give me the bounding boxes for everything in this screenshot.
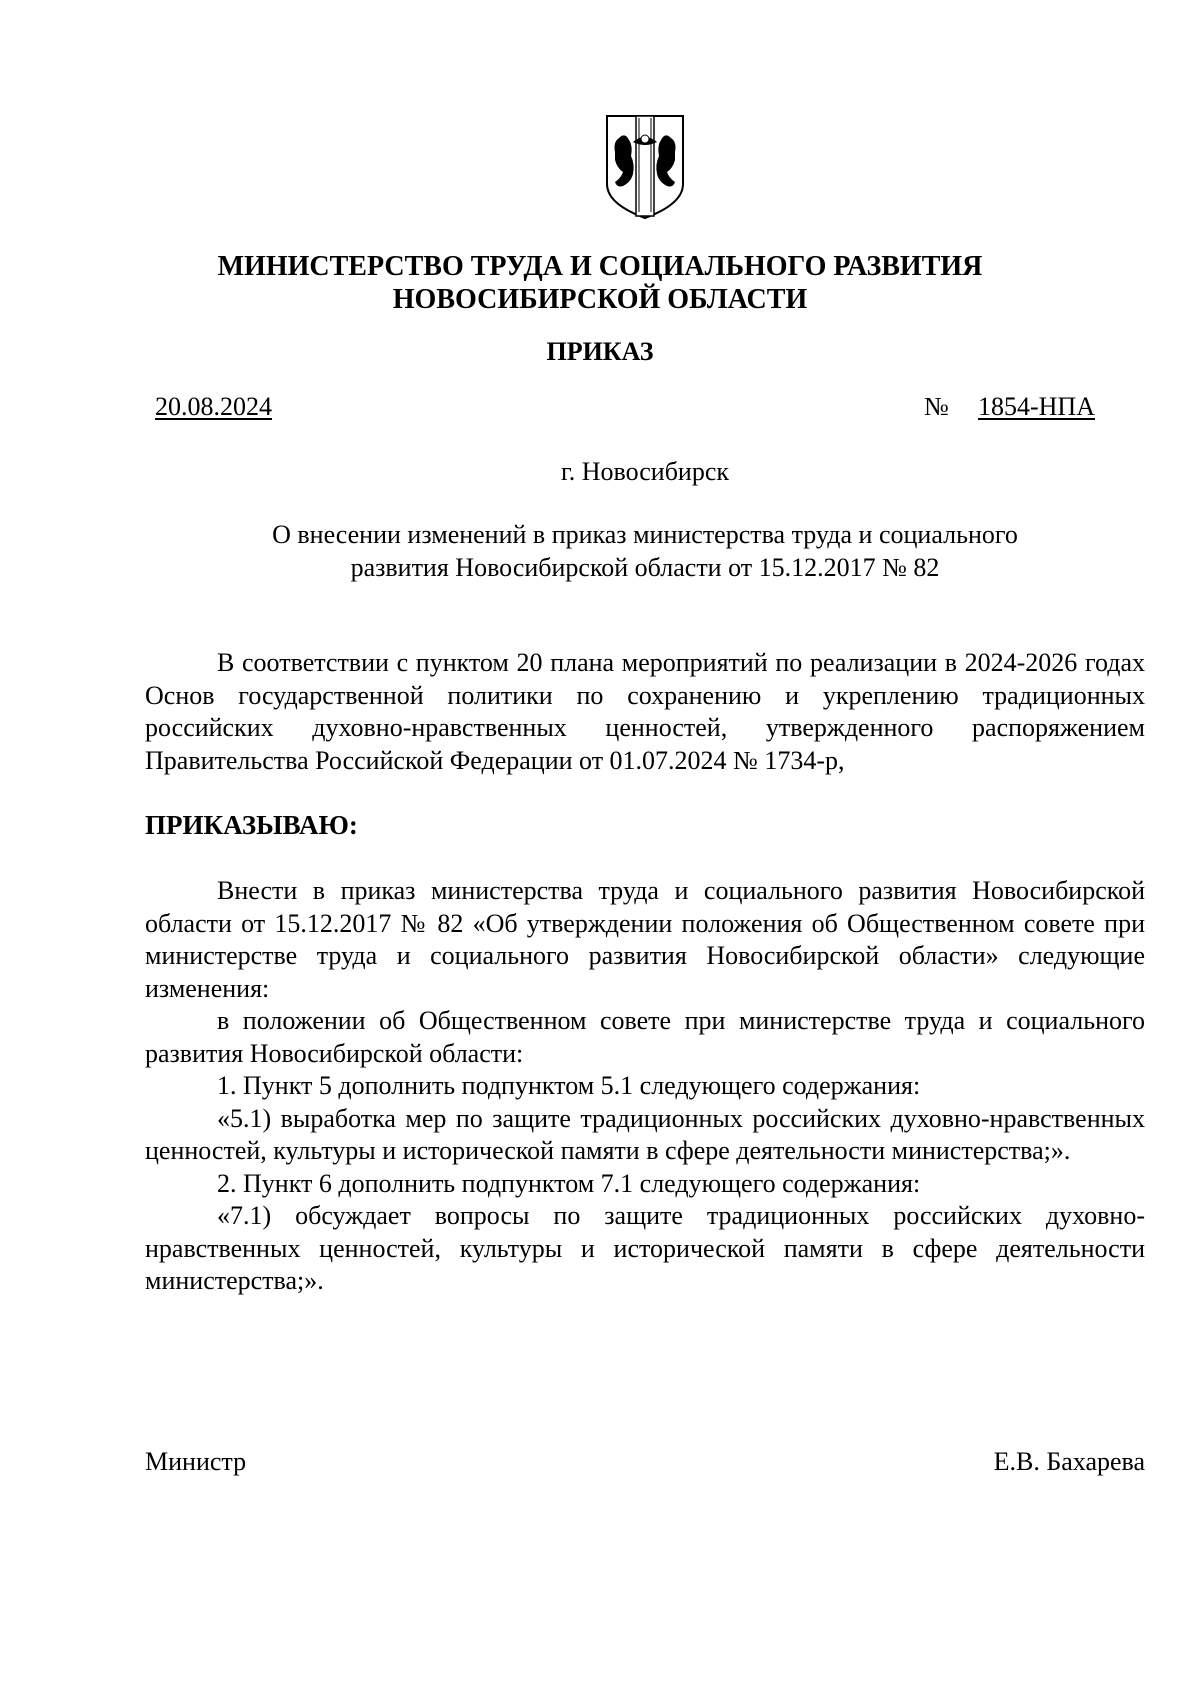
- order-directive: ПРИКАЗЫВАЮ:: [145, 810, 358, 840]
- body-paragraph: Внести в приказ министерства труда и социального развития Новосибирской области от 15.12.2017 № 82 «Об утверждении положения об Общественном совете при министерстве труда и социального развития Новосибирской области» следующие изменения:: [145, 876, 1145, 1003]
- legal-basis-paragraph: В соответствии с пунктом 20 плана мероприятий по реализации в 2024-2026 годах Основ государственной политики по сохранению и укреплению традиционных российских духовно-нравственных ценностей, утвержденного распоряжением Правительства Российской Федерации от 01.07.2024 № 1734-р,: [145, 648, 1145, 775]
- order-body: [145, 875, 1145, 1298]
- body-paragraph: 2. Пункт 6 дополнить подпунктом 7.1 следующего содержания:: [217, 1168, 921, 1198]
- document-type: ПРИКАЗ: [546, 337, 654, 366]
- document-date: 20.08.2024: [155, 392, 272, 421]
- body-paragraph: «5.1) выработка мер по защите традиционных российских духовно-нравственных ценностей, культуры и исторической памяти в сфере деятельности министерства;».: [145, 1103, 1145, 1165]
- subject-line-2: развития Новосибирской области от 15.12.2017 № 82: [350, 553, 940, 582]
- coat-of-arms-icon: [603, 112, 687, 222]
- signatory-name: Е.В. Бахарева: [993, 1447, 1145, 1476]
- document-number: 1854-НПА: [978, 392, 1095, 421]
- document-city: г. Новосибирск: [560, 457, 730, 486]
- document-subject: [200, 518, 1090, 584]
- body-paragraph: «7.1) обсуждает вопросы по защите традиционных российских духовно-нравственных ценностей, культуры и исторической памяти в сфере деятельности министерства;».: [145, 1201, 1145, 1295]
- subject-line-1: О внесении изменений в приказ министерства труда и социального: [272, 520, 1018, 549]
- body-paragraph: в положении об Общественном совете при министерстве труда и социального развития Новосибирской области:: [145, 1006, 1145, 1068]
- body-paragraph: 1. Пункт 5 дополнить подпунктом 5.1 следующего содержания:: [217, 1071, 921, 1100]
- ministry-name-line-1: МИНИСТЕРСТВО ТРУДА И СОЦИАЛЬНОГО РАЗВИТИЯ: [217, 251, 983, 282]
- number-sign: №: [924, 392, 949, 421]
- signatory-position: Министр: [145, 1447, 247, 1476]
- ministry-name-line-2: НОВОСИБИРСКОЙ ОБЛАСТИ: [392, 284, 808, 315]
